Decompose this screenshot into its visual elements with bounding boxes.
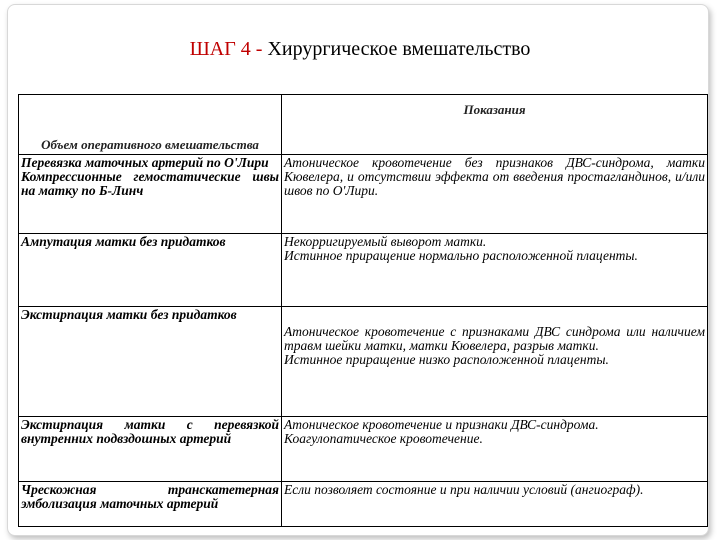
indication-cell <box>282 234 708 307</box>
indications-table <box>18 94 708 527</box>
indication-text: Коагулопатическое кровотечение. <box>284 431 483 446</box>
procedure-cell <box>19 155 282 234</box>
indication-text: Истинное приращение нормально расположенной плаценты. <box>284 248 638 263</box>
procedure-text: Перевязка маточных артерий по О'Лири <box>21 155 269 170</box>
title-step: ШАГ 4 - <box>189 38 263 60</box>
indication-text: Атоническое кровотечение и признаки ДВС-синдрома. <box>284 417 599 432</box>
slide-title <box>0 38 720 61</box>
indication-cell <box>282 307 708 417</box>
procedure-cell <box>19 307 282 417</box>
procedure-text: Чрескожная транскатетерная эмболизация маточных артерий <box>21 482 279 511</box>
procedure-text: Экстирпация матки без придатков <box>21 307 237 322</box>
procedure-cell <box>19 234 282 307</box>
table-row <box>19 307 708 417</box>
table-row <box>19 155 708 234</box>
procedure-text: Экстирпация матки с перевязкой внутренних подвздошных артерий <box>21 417 279 446</box>
table-row <box>19 417 708 482</box>
table-row <box>19 234 708 307</box>
table-header-row <box>19 95 708 155</box>
indication-text: Если позволяет состояние и при наличии условий (ангиограф). <box>284 482 644 497</box>
procedure-text: Компрессионные гемостатические швы на матку по Б-Линч <box>21 169 279 198</box>
title-text: Хирургическое вмешательство <box>267 38 531 60</box>
procedure-cell <box>19 482 282 527</box>
procedure-cell <box>19 417 282 482</box>
indication-cell <box>282 417 708 482</box>
table-row <box>19 482 708 527</box>
indication-text: Истинное приращение низко расположенной плаценты. <box>284 352 609 367</box>
indication-cell <box>282 155 708 234</box>
indication-text: Некорригируемый выворот матки. <box>284 234 487 249</box>
indication-text: Атоническое кровотечение с признаками ДВС синдрома или наличием травм шейки матки, матки Кювелера, разрыв матки. <box>284 324 705 353</box>
header-indications: Показания <box>282 95 708 155</box>
indication-cell <box>282 482 708 527</box>
indications-table-wrapper <box>18 94 708 527</box>
indication-text: Атоническое кровотечение без признаков ДВС-синдрома, матки Кювелера, и отсутствии эффекта от введения простагландинов, и/или швов по О'Лири. <box>284 155 705 198</box>
procedure-text: Ампутация матки без придатков <box>21 234 226 249</box>
header-scope: Объем оперативного вмешательства <box>19 95 282 155</box>
